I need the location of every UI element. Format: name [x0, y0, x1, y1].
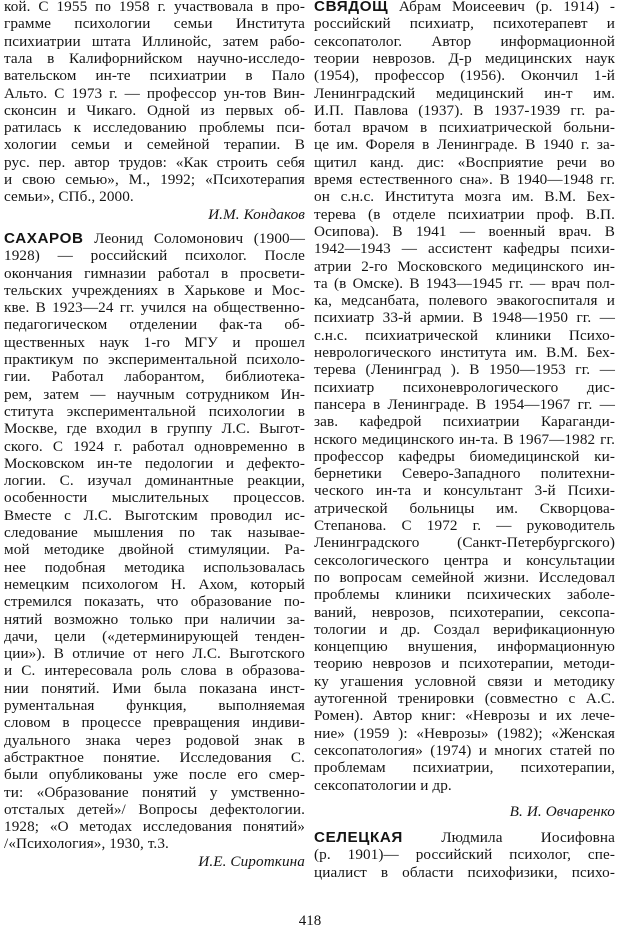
- text-line: пансера в Ленинграде. В 1954—1967 гг. —: [314, 395, 615, 413]
- text-line: 1928) — российский психолог. После: [4, 247, 305, 265]
- text-line: Осипова). В 1941 — военный врач. В: [314, 222, 615, 240]
- text-line: с.н.с. психиатрической клиники Психо-: [314, 326, 615, 344]
- text-line: психиатрии штата Иллинойс, затем рабо-: [4, 32, 305, 50]
- entry-heading-text: Абрам Моисеевич (р. 1914) -: [388, 0, 615, 15]
- entry-headword: СВЯДОЩ: [314, 0, 389, 15]
- text-line: нии понятий. Ими была показана инст-: [4, 679, 305, 697]
- text-line: сконсин и Чикаго. Одной из первых об-: [4, 101, 305, 119]
- text-line: тологии и др. Создал верификационную: [314, 620, 615, 638]
- text-line: атрической больницы им. Скворцова-: [314, 499, 615, 517]
- entry-headword: САХАРОВ: [4, 229, 84, 247]
- text-line: хологии семьи и семейной терапии. В: [4, 136, 305, 154]
- text-line: нского медицинского ин-та. В 1967—1982 гг.: [314, 430, 615, 448]
- text-line: отсталых детей»/ Вопросы дефектологии.: [4, 800, 305, 818]
- text-line: рем, затем — научным сотрудником Ин-: [4, 385, 305, 403]
- text-line: циалист в области психофизики, психо-: [314, 863, 615, 881]
- text-line: ции»). В отличие от него Л.С. Выготского: [4, 645, 305, 663]
- text-line: Степанова. С 1972 г. — руководитель: [314, 517, 615, 534]
- text-line: ние» (1959 ): «Неврозы» (1982); «Женская: [314, 724, 615, 742]
- text-line: ку угашения условной связи и методику: [314, 672, 615, 690]
- text-line: це им. Фореля в Ленинграде. В 1940 г. за-: [314, 136, 615, 154]
- text-line: (р. 1901)— российский психолог, спе-: [314, 846, 615, 864]
- text-line: профессор кафедры биомедицинской ки-: [314, 447, 615, 465]
- text-line: российский психиатр, психотерапевт и: [314, 15, 615, 33]
- text-line: и С. интересовала роль слова в образова-: [4, 662, 305, 680]
- text-line: ского. С 1924 г. работал одновременно в: [4, 437, 305, 455]
- text-line: ти: «Образование понятий у умственно-: [4, 783, 305, 801]
- text-line: И.П. Павлова (1937). В 1937-1939 гг. ра-: [314, 101, 615, 119]
- text-line: Ленинградский медицинский ин-т им.: [314, 84, 615, 102]
- text-line: 1928; «О методах исследования понятий»: [4, 818, 305, 836]
- author-signature: И.М. Кондаков: [208, 205, 305, 223]
- text-line: тельских учреждениях в Харькове и Мос-: [4, 281, 305, 299]
- text-line: он с.н.с. Института мозга им. В.М. Бех-: [314, 188, 615, 206]
- text-line: ка, медсанбата, полевого эвакогоспиталя и: [314, 292, 615, 310]
- text-line: аутогенной тренировки (совместно с А.С.: [314, 690, 615, 707]
- text-line: окончания гимназии работал в просвети-: [4, 264, 305, 282]
- text-line: словом в процессе превращения индиви-: [4, 714, 305, 732]
- text-line: немецким психологом Н. Ахом, который: [4, 575, 305, 593]
- text-line: по вопросам семейной жизни. Исследовал: [314, 568, 615, 586]
- text-line: особенности мыслительных процессов.: [4, 489, 305, 507]
- page-number: 418: [298, 913, 322, 929]
- text-line: практикум по экспериментальной психоло-: [4, 351, 305, 368]
- text-line: зав. кафедрой психиатрии Караганди-: [314, 413, 615, 431]
- text-line: бернетики Северо-Западного политехни-: [314, 465, 615, 483]
- text-line: концепцию внушения, информационную: [314, 638, 615, 656]
- text-line: вательском ин-те психиатрии в Пало: [4, 67, 305, 85]
- text-line: Московском ин-те педологии и дефекто-: [4, 454, 305, 472]
- text-line: 1942—1943 — ассистент кафедры психи-: [314, 240, 615, 258]
- author-signature: И.Е. Сироткина: [198, 852, 305, 870]
- text-line: психиатр 33-й армии. В 1948—1950 гг. —: [314, 309, 615, 327]
- text-line: Ромен). Автор книг: «Неврозы и их лече-: [314, 707, 615, 725]
- text-line: сексологического центра и консультации: [314, 551, 615, 569]
- text-line: психиатр психоневрологического дис-: [314, 378, 615, 396]
- text-line: Москве, где входил в группу Л.С. Выгот-: [4, 420, 305, 438]
- text-line: рументальная функция, выполняемая: [4, 697, 305, 714]
- text-line: нятий возможно только при наличии за-: [4, 610, 305, 628]
- text-line: неврологического института им. В.М. Бех-: [314, 344, 615, 361]
- text-line: /«Психология», 1930, т.3.: [4, 835, 169, 853]
- text-line: Альто. С 1973 г. — профессор ун-тов Вин-: [4, 84, 305, 102]
- text-line: нее подобная методика использовалась: [4, 558, 305, 576]
- text-line: сексопатолог. Автор информационной: [314, 32, 615, 50]
- text-line: ческого ин-та и консультант 3-й Психи-: [314, 482, 615, 500]
- text-line: ратилась к исследованию проблемы пси-: [4, 119, 305, 137]
- entry-heading-text: Людмила Иосифовна: [402, 829, 615, 847]
- text-line: ститута экспериментальной психологии в: [4, 402, 305, 420]
- text-line: время естественного сна». В 1940—1948 гг.: [314, 171, 615, 188]
- text-line: ботал врачом в психиатрической больни-: [314, 119, 615, 137]
- text-line: тала в Калифорнийском научно-исследо-: [4, 49, 305, 67]
- text-line: абстрактное понятие. Исследования С.: [4, 748, 305, 766]
- text-line: ваний, неврозов, психотерапии, сексопа-: [314, 603, 615, 621]
- text-line: щитил канд. дис: «Восприятие речи во: [314, 153, 615, 171]
- text-line: кой. С 1955 по 1958 г. участвовала в про-: [4, 0, 305, 15]
- text-line: логии. С. изучал доминантные реакции,: [4, 472, 305, 490]
- text-line: атрии 2-го Московского медицинского ин-: [314, 257, 615, 275]
- text-line: дачи, цели («детерминирующей тенден-: [4, 627, 305, 645]
- text-line: гии. Работал лаборантом, библиотека-: [4, 368, 305, 386]
- entry-heading-text: Леонид Соломонович (1900—: [83, 229, 305, 247]
- text-line: дуального знака через родовой знак в: [4, 731, 305, 749]
- text-line: педагогическом отделении фак-та об-: [4, 316, 305, 334]
- text-line: и свою семью», М., 1992; «Психотерапия: [4, 171, 305, 188]
- text-line: та (в Омске). В 1943—1945 гг. — врач пол-: [314, 274, 615, 292]
- text-line: рус. пер. автор трудов: «Как строить себя: [4, 153, 305, 171]
- text-line: Ленинградского (Санкт-Петербургского): [314, 534, 615, 552]
- entry-headword: СЕЛЕЦКАЯ: [314, 829, 403, 847]
- text-line: были опубликованы уже после его смер-: [4, 766, 305, 784]
- text-line: семьи», СПб., 2000.: [4, 188, 134, 206]
- text-line: кве. В 1923—24 гг. учился на общественно-: [4, 299, 305, 317]
- text-line: терева (Ленинград ). В 1950—1953 гг. —: [314, 361, 615, 379]
- text-line: проблемам психиатрии, психотерапии,: [314, 759, 615, 777]
- text-line: теории неврозов. Д-р медицинских наук: [314, 49, 615, 67]
- text-line: грамме психологии семьи Института: [4, 15, 305, 33]
- text-line: следование мышления по так называе-: [4, 524, 305, 541]
- text-line: сексопатологии и др.: [314, 776, 452, 794]
- text-line: терева (в отделе психиатрии проф. В.П.: [314, 205, 615, 223]
- text-line: Вместе с Л.С. Выготским проводил ис-: [4, 506, 305, 524]
- text-line: мой методике двойной стимуляции. Ра-: [4, 541, 305, 559]
- text-line: сексопатология» (1974) и многих статей по: [314, 741, 615, 759]
- text-line: проблемы клиники психических заболе-: [314, 586, 615, 604]
- text-line: стремился показать, что образование по-: [4, 593, 305, 611]
- text-line: теорию неврозов и психотерапии, методи-: [314, 655, 615, 673]
- author-signature: В. И. Овчаренко: [509, 802, 615, 820]
- text-line: щественных наук 1-го МГУ и прошел: [4, 333, 305, 351]
- text-line: (1954), профессор (1956). Окончил 1-й: [314, 67, 615, 85]
